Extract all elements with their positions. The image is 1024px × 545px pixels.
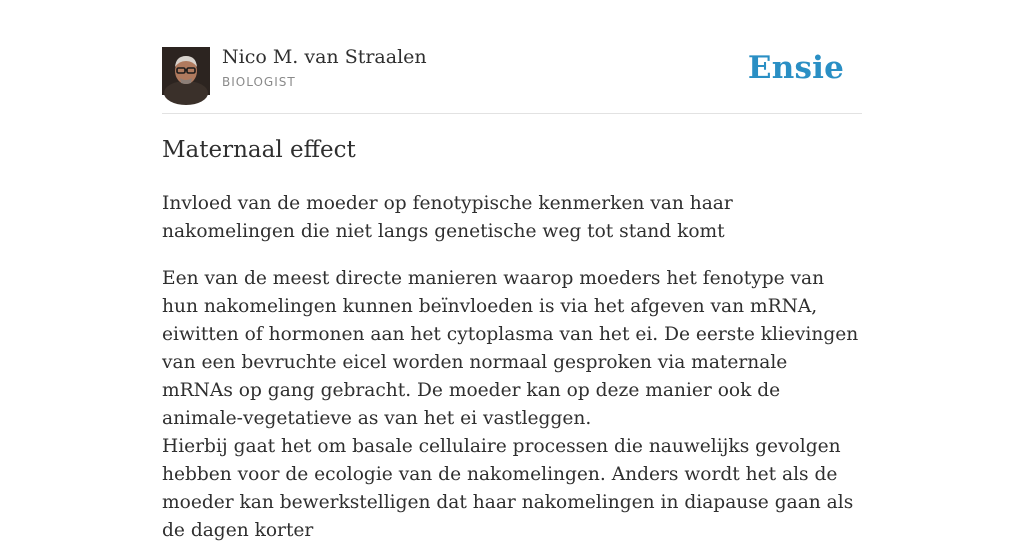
avatar-portrait-icon <box>162 47 210 95</box>
article-title: Maternaal effect <box>162 137 356 163</box>
avatar[interactable] <box>162 47 210 95</box>
author-role: BIOLOGIST <box>222 75 296 89</box>
article-card <box>162 0 862 541</box>
brand-logo[interactable]: Ensie <box>747 50 844 86</box>
article-paragraph: Hierbij gaat het om basale cellulaire processen die nauwelijks gevolgen hebben voor de ecologie van de nakomelingen. Anders wordt het als de moeder kan bewerkstelligen dat haar nakomelingen in diapause gaan als de dagen korter <box>162 436 854 541</box>
article-paragraph: Een van de meest directe manieren waarop moeders het fenotype van hun nakomelingen kunnen beïnvloeden is via het afgeven van mRNA, eiwitten of hormonen aan het cytoplasma van het ei. De eerste klievingen van een bevruchte eicel worden normaal gesproken via maternale mRNAs op gang gebracht. De moeder kan op deze manier ook de animale-vegetatieve as van het ei vastleggen. <box>162 268 859 429</box>
article-lead: Invloed van de moeder op fenotypische kenmerken van haar nakomelingen die niet langs genetische weg tot stand komt <box>162 193 733 242</box>
author-name[interactable]: Nico M. van Straalen <box>222 46 427 68</box>
author-header <box>162 0 862 114</box>
